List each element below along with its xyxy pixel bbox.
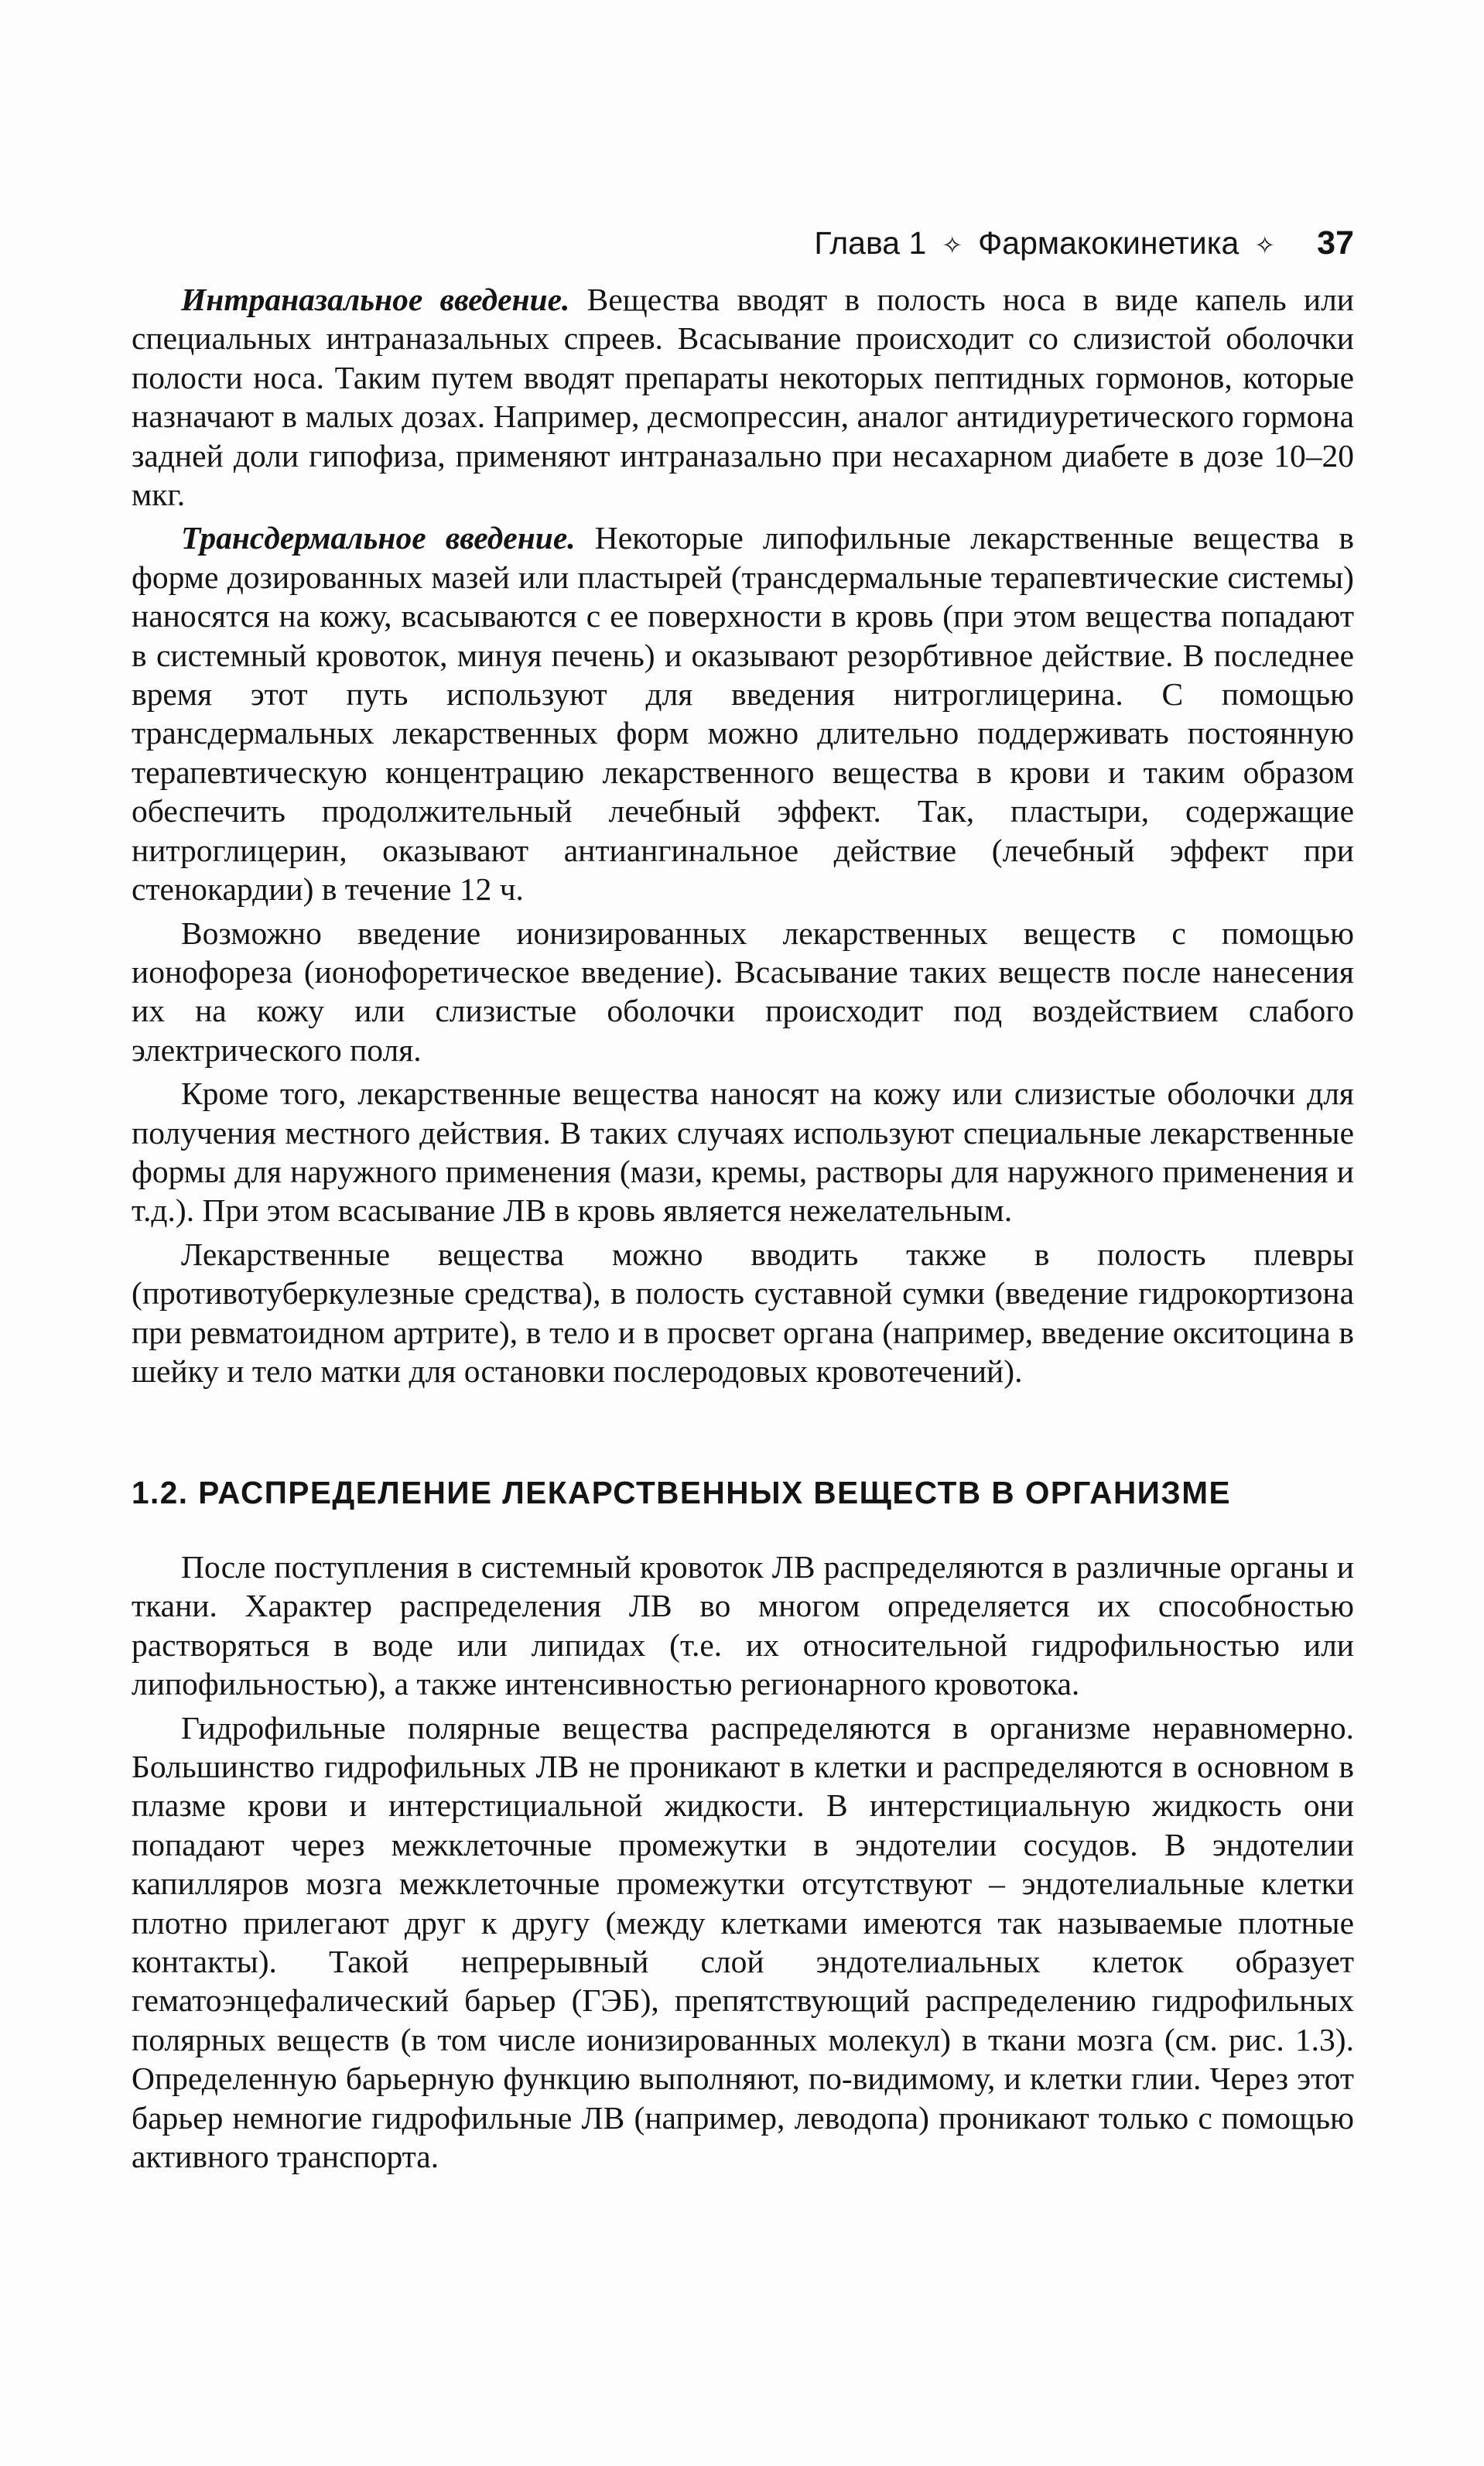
diamond-separator-icon: ✧	[942, 231, 963, 259]
page-number: 37	[1317, 224, 1354, 262]
diamond-separator-icon: ✧	[1254, 231, 1276, 259]
paragraph-iontophoresis: Возможно введение ионизированных лекарственных веществ с помощью ионофореза (ионофоретическое введение). Всасывание таких веществ после нанесения их на кожу или слизистые оболочки происходит под воздействием слабого электрического поля.	[132, 915, 1354, 1068]
paragraph-distribution-intro: После поступления в системный кровоток ЛВ распределяются в различные органы и ткани. Характер распределения ЛВ во многом определяется их способностью растворяться в воде или липидах (т.е. их относительной гидрофильностью или липофильностью), а также интенсивностью регионарного кровотока.	[132, 1549, 1354, 1702]
paragraph-lead: Интраназальное введение.	[181, 282, 570, 317]
text-block-distribution	[132, 1548, 1354, 2177]
paragraph-local-action: Кроме того, лекарственные вещества наносят на кожу или слизистые оболочки для получения местного действия. В таких случаях используют специальные лекарственные формы для наружного применения (мази, кремы, растворы для наружного применения и т.д.). При этом всасывание ЛВ в кровь является нежелательным.	[132, 1076, 1354, 1229]
chapter-title: Фармакокинетика	[978, 225, 1240, 261]
section-heading: 1.2. РАСПРЕДЕЛЕНИЕ ЛЕКАРСТВЕННЫХ ВЕЩЕСТВ В ОРГАНИЗМЕ	[132, 1475, 1232, 1510]
paragraph-text: Вещества вводят в полость носа в виде капель или специальных интраназальных спреев. Всасывание происходит со слизистой оболочки полости носа. Таким путем вводят препараты некоторых пептидных гормонов, которые назначают в малых дозах. Например, десмопрессин, аналог антидиуретического гормона задней доли гипофиза, применяют интраназально при несахарном диабете в дозе 10–20 мкг.	[132, 282, 1354, 513]
paragraph-text: Некоторые липофильные лекарственные вещества в форме дозированных мазей или пластырей (трансдермальные терапевтические системы) наносятся на кожу, всасываются с ее поверхности в кровь (при этом вещества попадают в системный кровоток, минуя печень) и оказывают резорбтивное действие. В последнее время этот путь используют для введения нитроглицерина. С помощью трансдермальных лекарственных форм можно длительно поддерживать постоянную терапевтическую концентрацию лекарственного вещества в крови и таким образом обеспечить продолжительный лечебный эффект. Так, пластыри, содержащие нитроглицерин, оказывают антиангинальное действие (лечебный эффект при стенокардии) в течение 12 ч.	[132, 520, 1355, 908]
paragraph-intranasal	[132, 280, 1354, 514]
paragraph-lead: Трансдермальное введение.	[181, 520, 576, 556]
paragraph-hydrophilic: Гидрофильные полярные вещества распределяются в организме неравномерно. Большинство гидрофильных ЛВ не проникают в клетки и распределяются в основном в плазме крови и интерстициальной жидкости. В интерстициальную жидкость они попадают через межклеточные промежутки в эндотелии сосудов. В эндотелии капилляров мозга межклеточные промежутки отсутствуют – эндотелиальные клетки плотно прилегают друг к другу (между клетками имеются так называемые плотные контакты). Такой непрерывный слой эндотелиальных клеток образует гематоэнцефалический барьер (ГЭБ), препятствующий распределению гидрофильных полярных веществ (в том числе ионизированных молекул) в ткани мозга (см. рис. 1.3). Определенную барьерную функцию выполняют, по-видимому, и клетки глии. Через этот барьер немногие гидрофильные ЛВ (например, леводопа) проникают только с помощью активного транспорта.	[132, 1709, 1354, 2175]
chapter-label: Глава 1	[814, 225, 927, 261]
running-header	[132, 224, 1354, 268]
text-block-routes	[132, 280, 1354, 1390]
paragraph-cavities: Лекарственные вещества можно вводить также в полость плевры (противотуберкулезные средства), в полость суставной сумки (введение гидрокортизона при ревматоидном артрите), в тело и в просвет органа (например, введение окситоцина в шейку и тело матки для остановки послеродовых кровотечений).	[132, 1236, 1354, 1389]
paragraph-transdermal	[132, 518, 1354, 908]
